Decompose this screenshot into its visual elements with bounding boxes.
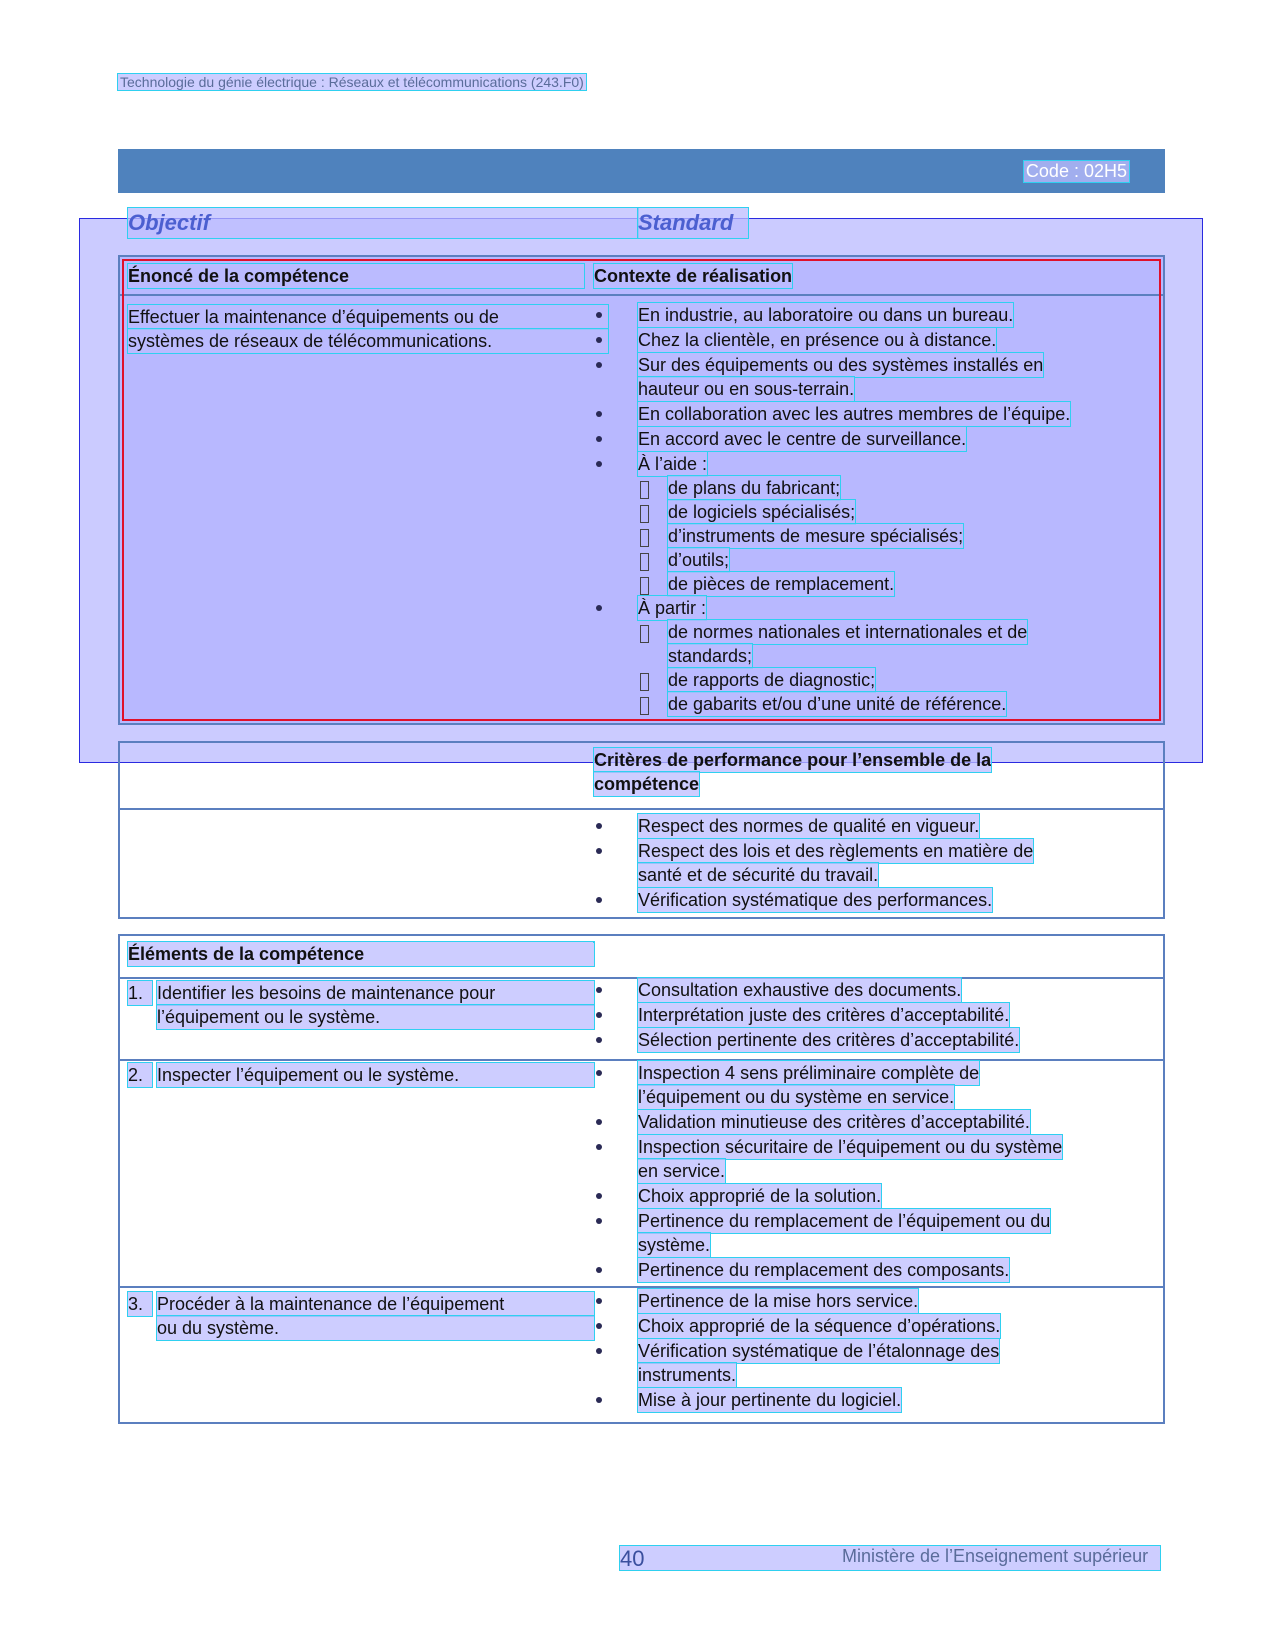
bullet-icon: [596, 1397, 602, 1403]
bullet-icon: [596, 897, 602, 903]
element-text: Identifier les besoins de maintenance pour: [157, 981, 594, 1005]
bullet-icon: [596, 1348, 602, 1354]
sub-bullet-icon: [640, 625, 649, 643]
bullet-icon: [596, 1070, 602, 1076]
context-item: En collaboration avec les autres membres de l’équipe.: [638, 404, 1071, 424]
context-item: Sur des équipements ou des systèmes installés en: [638, 355, 1044, 375]
criteria-item: Choix approprié de la solution.: [638, 1186, 882, 1206]
criteria-item: Pertinence du remplacement des composants.: [638, 1260, 1010, 1280]
criteria-item: Sélection pertinente des critères d’acceptabilité.: [638, 1030, 1020, 1050]
bullet-icon: [596, 1119, 602, 1125]
context-subitem: de rapports de diagnostic;: [668, 670, 876, 690]
criteria-item: santé et de sécurité du travail.: [638, 865, 879, 885]
criteria-item: Respect des lois et des règlements en matière de: [638, 841, 1034, 861]
context-item: En industrie, au laboratoire ou dans un bureau.: [638, 305, 1014, 325]
sub-bullet-icon: [640, 553, 649, 571]
context-subitem: de plans du fabricant;: [668, 478, 841, 498]
bullet-icon: [596, 987, 602, 993]
criteria-item: Pertinence de la mise hors service.: [638, 1291, 919, 1311]
criteria-item: en service.: [638, 1161, 726, 1181]
elements-header: Éléments de la compétence: [128, 942, 594, 966]
criteria-item: Respect des normes de qualité en vigueur.: [638, 816, 980, 836]
context-item: À partir :: [638, 598, 707, 618]
context-item: En accord avec le centre de surveillance.: [638, 429, 967, 449]
context-item: Chez la clientèle, en présence ou à distance.: [638, 330, 997, 350]
criteria-item: Vérification systématique des performances.: [638, 890, 993, 910]
context-subitem: standards;: [668, 646, 753, 666]
bullet-icon: [596, 461, 602, 467]
bullet-icon: [596, 436, 602, 442]
context-item: hauteur ou en sous-terrain.: [638, 379, 855, 399]
context-subitem: de pièces de remplacement.: [668, 574, 895, 594]
overall-criteria-header: compétence: [594, 774, 700, 794]
contexte-header: Contexte de réalisation: [594, 266, 793, 286]
criteria-item: Mise à jour pertinente du logiciel.: [638, 1390, 902, 1410]
criteria-item: l’équipement ou du système en service.: [638, 1087, 955, 1107]
criteria-item: Validation minutieuse des critères d’acceptabilité.: [638, 1112, 1030, 1132]
context-item: À l’aide :: [638, 454, 708, 474]
bullet-icon: [596, 362, 602, 368]
objectif-label: Objectif: [128, 208, 638, 238]
context-subitem: de gabarits et/ou d’une unité de référence.: [668, 694, 1007, 714]
element-number: 1.: [128, 981, 152, 1005]
criteria-item: instruments.: [638, 1365, 737, 1385]
criteria-item: Inspection 4 sens préliminaire complète de: [638, 1063, 980, 1083]
bullet-icon: [596, 1267, 602, 1273]
criteria-item: Vérification systématique de l’étalonnage des: [638, 1341, 1000, 1361]
bullet-icon: [596, 1323, 602, 1329]
criteria-item: Pertinence du remplacement de l’équipement ou du: [638, 1211, 1051, 1231]
bullet-icon: [596, 1144, 602, 1150]
bullet-icon: [596, 823, 602, 829]
sub-bullet-icon: [640, 481, 649, 499]
bullet-icon: [596, 605, 602, 611]
bullet-icon: [596, 1037, 602, 1043]
element-text: ou du système.: [157, 1316, 594, 1340]
sub-bullet-icon: [640, 697, 649, 715]
element-text: l’équipement ou le système.: [157, 1005, 594, 1029]
bullet-icon: [596, 848, 602, 854]
table-divider: [120, 808, 1163, 810]
element-number: 3.: [128, 1292, 152, 1316]
sub-bullet-icon: [640, 505, 649, 523]
element-text: Inspecter l’équipement ou le système.: [157, 1063, 594, 1087]
enonce-header: Énoncé de la compétence: [128, 264, 584, 288]
competency-code: Code : 02H5: [1025, 161, 1127, 181]
page-number-text: 40: [620, 1546, 645, 1571]
context-subitem: d’outils;: [668, 550, 730, 570]
element-number: 2.: [128, 1063, 152, 1087]
ministry-label: Ministère de l’Enseignement supérieur: [842, 1546, 1149, 1566]
criteria-item: Choix approprié de la séquence d’opérations.: [638, 1316, 1001, 1336]
table-divider: [120, 1286, 1163, 1288]
sub-bullet-icon: [640, 529, 649, 547]
enonce-text: systèmes de réseaux de télécommunications.: [128, 329, 608, 353]
overall-criteria-header: Critères de performance pour l’ensemble de la: [594, 750, 992, 770]
criteria-item: Consultation exhaustive des documents.: [638, 980, 962, 1000]
bullet-icon: [596, 1193, 602, 1199]
bullet-icon: [596, 312, 602, 318]
criteria-item: Interprétation juste des critères d’acceptabilité.: [638, 1005, 1010, 1025]
element-text: Procéder à la maintenance de l’équipement: [157, 1292, 594, 1316]
bullet-icon: [596, 411, 602, 417]
sub-bullet-icon: [640, 673, 649, 691]
code-band: [118, 149, 1165, 193]
criteria-item: Inspection sécuritaire de l’équipement ou du système: [638, 1137, 1063, 1157]
criteria-item: système.: [638, 1235, 711, 1255]
context-subitem: de normes nationales et internationales et de: [668, 622, 1028, 642]
standard-label: Standard: [638, 208, 748, 238]
bullet-icon: [596, 1012, 602, 1018]
enonce-text: Effectuer la maintenance d’équipements ou de: [128, 305, 608, 329]
context-subitem: d’instruments de mesure spécialisés;: [668, 526, 964, 546]
program-header: Technologie du génie électrique : Réseaux et télécommunications (243.F0): [120, 74, 584, 90]
sub-bullet-icon: [640, 577, 649, 595]
bullet-icon: [596, 337, 602, 343]
context-subitem: de logiciels spécialisés;: [668, 502, 856, 522]
bullet-icon: [596, 1298, 602, 1304]
bullet-icon: [596, 1218, 602, 1224]
